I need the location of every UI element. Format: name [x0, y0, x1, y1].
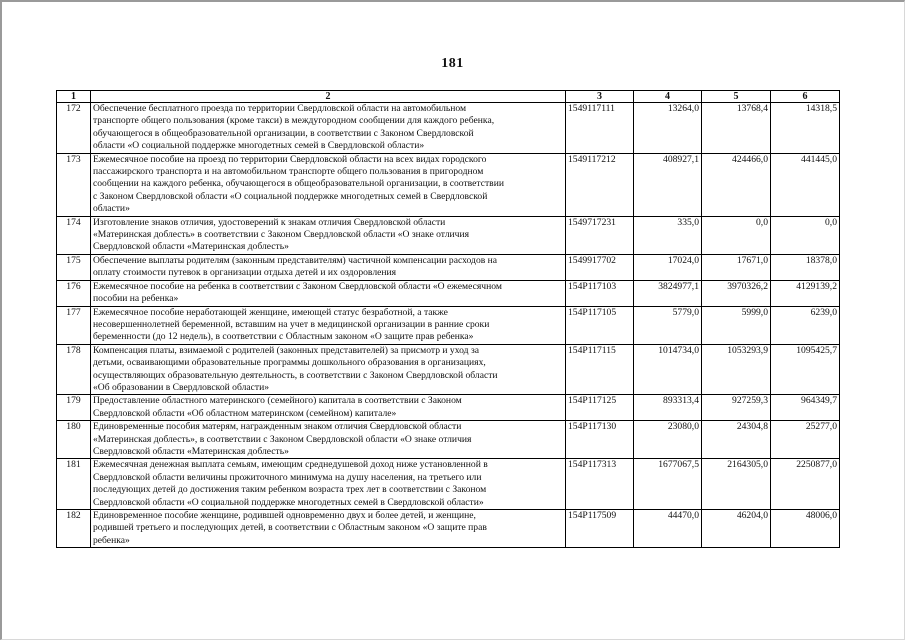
amount-col-5: 424466,0 — [702, 153, 771, 216]
amount-col-5: 1053293,9 — [702, 344, 771, 395]
description-line: беременности (до 12 недель), в соответствии с Областным законом «О защите прав ребенка» — [93, 331, 474, 343]
row-number: 174 — [57, 216, 91, 254]
amount-col-5: 0,0 — [702, 216, 771, 254]
row-description — [91, 421, 566, 459]
row-description — [91, 254, 566, 280]
row-number: 175 — [57, 254, 91, 280]
description-line: обучающегося в общеобразовательной организации, в соответствии с Законом Свердловской — [93, 127, 474, 139]
description-line: «Материнская доблесть» в соответствии с Законом Свердловской области «О знаке отличия — [93, 229, 470, 241]
description-line: области «О социальной поддержке многодетных семей в Свердловской области» — [93, 140, 425, 152]
header-col-4: 4 — [634, 91, 702, 103]
row-description — [91, 280, 566, 306]
amount-col-6: 14318,5 — [771, 103, 840, 154]
amount-col-6: 1095425,7 — [771, 344, 840, 395]
description-line: Свердловской области «Об областном материнском (семейном) капитале» — [93, 407, 397, 419]
description-line: пассажирского транспорта и на автомобильном транспорте общего пользования в пригородном — [93, 166, 484, 178]
description-line: детьми, осваивающими образовательные программы дошкольного образования в организациях, — [93, 357, 486, 369]
budget-code: 154Р117115 — [566, 344, 634, 395]
description-line: Компенсация платы, взимаемой с родителей (законных представителей) за присмотр и уход за — [93, 344, 480, 356]
description-line: Обеспечение выплаты родителям (законным представителям) частичной компенсации расходов на — [93, 254, 498, 266]
budget-code: 154Р117130 — [566, 421, 634, 459]
budget-table — [56, 90, 840, 548]
amount-col-4: 44470,0 — [634, 510, 702, 548]
table-row — [57, 254, 840, 280]
amount-col-4: 893313,4 — [634, 395, 702, 421]
row-number: 181 — [57, 459, 91, 510]
row-number: 176 — [57, 280, 91, 306]
budget-code: 154Р117509 — [566, 510, 634, 548]
header-col-1: 1 — [57, 91, 91, 103]
description-line: Обеспечение бесплатного проезда по территории Свердловской области на автомобильном — [93, 103, 467, 114]
row-description — [91, 103, 566, 154]
amount-col-6: 48006,0 — [771, 510, 840, 548]
amount-col-5: 927259,3 — [702, 395, 771, 421]
header-row — [57, 91, 840, 103]
description-line: пособии на ребенка» — [93, 293, 179, 305]
description-line: оплату стоимости путевок в организации отдыха детей и их оздоровления — [93, 267, 397, 279]
amount-col-6: 0,0 — [771, 216, 840, 254]
row-description — [91, 306, 566, 344]
budget-code: 1549117212 — [566, 153, 634, 216]
row-description — [91, 510, 566, 548]
header-col-3: 3 — [566, 91, 634, 103]
amount-col-4: 1014734,0 — [634, 344, 702, 395]
table-row — [57, 395, 840, 421]
amount-col-5: 17671,0 — [702, 254, 771, 280]
row-description — [91, 216, 566, 254]
amount-col-6: 441445,0 — [771, 153, 840, 216]
description-line: Свердловской области величины прожиточного минимума на душу населения, на третьего или — [93, 471, 482, 483]
description-line: Ежемесячная денежная выплата семьям, имеющим среднедушевой доход ниже установленной в — [93, 459, 488, 471]
amount-col-4: 408927,1 — [634, 153, 702, 216]
amount-col-6: 4129139,2 — [771, 280, 840, 306]
description-line: Ежемесячное пособие на проезд по территории Свердловской области на всех видах городского — [93, 153, 487, 165]
amount-col-6: 18378,0 — [771, 254, 840, 280]
amount-col-6: 964349,7 — [771, 395, 840, 421]
budget-code: 154Р117125 — [566, 395, 634, 421]
table-body — [57, 103, 840, 548]
description-line: последующих детей до достижения таким ребенком возраста трех лет в соответствии с Законом — [93, 484, 487, 496]
row-number: 177 — [57, 306, 91, 344]
description-line: родившей третьего и последующих детей, в соответствии с Областным законом «О защите прав — [93, 522, 487, 534]
description-line: Единовременные пособия матерям, награжденным знаком отличия Свердловской области — [93, 421, 462, 433]
description-line: сообщении на каждого ребенка, обучающегося в общеобразовательной организации, в соответствии — [93, 178, 504, 190]
amount-col-6: 2250877,0 — [771, 459, 840, 510]
amount-col-4: 335,0 — [634, 216, 702, 254]
amount-col-6: 25277,0 — [771, 421, 840, 459]
table-row — [57, 459, 840, 510]
amount-col-5: 24304,8 — [702, 421, 771, 459]
description-line: Ежемесячное пособие на ребенка в соответствии с Законом Свердловской области «О ежемесячном — [93, 280, 502, 292]
description-line: Единовременное пособие женщине, родившей одновременно двух и более детей, и женщине, — [93, 510, 476, 521]
budget-code: 1549117111 — [566, 103, 634, 154]
description-line: области» — [93, 203, 130, 215]
header-col-6: 6 — [771, 91, 840, 103]
amount-col-4: 17024,0 — [634, 254, 702, 280]
table-row — [57, 306, 840, 344]
amount-col-5: 3970326,2 — [702, 280, 771, 306]
budget-code: 154Р117103 — [566, 280, 634, 306]
table-row — [57, 421, 840, 459]
row-number: 173 — [57, 153, 91, 216]
amount-col-5: 2164305,0 — [702, 459, 771, 510]
amount-col-4: 5779,0 — [634, 306, 702, 344]
budget-code: 1549917702 — [566, 254, 634, 280]
description-line: «Материнская доблесть», в соответствии с Законом Свердловской области «О знаке отличия — [93, 433, 472, 445]
description-line: транспорте общего пользования (кроме такси) в междугородном сообщении для каждого ребенка, — [93, 115, 495, 127]
description-line: Изготовление знаков отличия, удостоверений к знакам отличия Свердловской области — [93, 216, 446, 228]
row-number: 172 — [57, 103, 91, 154]
table-row — [57, 216, 840, 254]
row-number: 178 — [57, 344, 91, 395]
page-number: 181 — [441, 56, 464, 71]
description-line: Свердловской области «Материнская доблесть» — [93, 445, 289, 457]
row-description — [91, 344, 566, 395]
table-row — [57, 103, 840, 154]
header-col-2: 2 — [91, 91, 566, 103]
amount-col-6: 6239,0 — [771, 306, 840, 344]
header-col-5: 5 — [702, 91, 771, 103]
description-line: Ежемесячное пособие неработающей женщине, имеющей статус безработной, а также — [93, 306, 448, 318]
amount-col-4: 3824977,1 — [634, 280, 702, 306]
amount-col-5: 5999,0 — [702, 306, 771, 344]
amount-col-4: 13264,0 — [634, 103, 702, 154]
amount-col-4: 23080,0 — [634, 421, 702, 459]
amount-col-5: 13768,4 — [702, 103, 771, 154]
description-line: Свердловской области «О социальной поддержке многодетных семей в Свердловской области» — [93, 496, 484, 508]
row-description — [91, 395, 566, 421]
table-row — [57, 153, 840, 216]
row-number: 179 — [57, 395, 91, 421]
row-description — [91, 153, 566, 216]
row-description — [91, 459, 566, 510]
description-line: осуществляющих образовательную деятельность, в соответствии с Законом Свердловской области — [93, 369, 498, 381]
amount-col-5: 46204,0 — [702, 510, 771, 548]
description-line: с Законом Свердловской области «О социальной поддержке многодетных семей в Свердловской — [93, 190, 488, 202]
description-line: Предоставление областного материнского (семейного) капитала в соответствии с Законом — [93, 395, 462, 407]
description-line: несовершеннолетней беременной, вставшим на учет в медицинской организации в ранние сроки — [93, 318, 490, 330]
amount-col-4: 1677067,5 — [634, 459, 702, 510]
budget-code: 1549717231 — [566, 216, 634, 254]
description-line: «Об образовании в Свердловской области» — [93, 381, 270, 393]
description-line: ребенка» — [93, 534, 130, 546]
table-row — [57, 510, 840, 548]
table-row — [57, 280, 840, 306]
row-number: 180 — [57, 421, 91, 459]
budget-code: 154Р117313 — [566, 459, 634, 510]
budget-code: 154Р117105 — [566, 306, 634, 344]
row-number: 182 — [57, 510, 91, 548]
description-line: Свердловской области «Материнская доблесть» — [93, 241, 289, 253]
table-row — [57, 344, 840, 395]
